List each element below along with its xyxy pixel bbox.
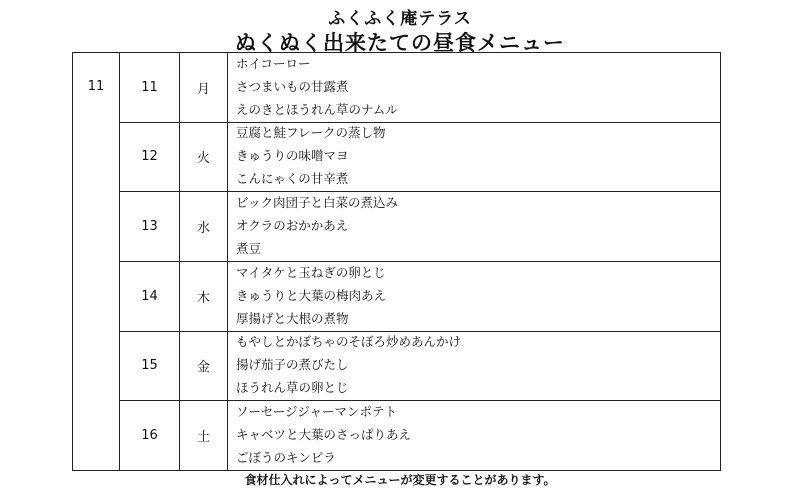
dish-item: キャベツと大葉のさっぱりあえ (236, 427, 412, 443)
day-cell: 16 (120, 401, 180, 471)
month-label: 11 (87, 79, 105, 94)
dishes-cell (228, 261, 721, 331)
menu-change-notice: 食材仕入れによってメニューが変更することがあります。 (244, 473, 556, 487)
dish-item: きゅうりの味噌マヨ (236, 148, 349, 164)
dish-item: ビック肉団子と白菜の煮込み (236, 195, 399, 211)
menu-row-day-14 (73, 261, 721, 331)
dish-item: オクラのおかかあえ (236, 218, 349, 234)
day-cell: 14 (120, 261, 180, 331)
dish-item: ほうれん草の卵とじ (236, 380, 349, 396)
dishes-cell (228, 53, 721, 123)
day-cell: 11 (120, 53, 180, 123)
dish-item: きゅうりと大葉の梅肉あえ (236, 287, 387, 303)
weekday-cell: 土 (180, 401, 228, 471)
day-cell: 12 (120, 122, 180, 192)
month-cell (73, 53, 120, 471)
dish-item: さつまいもの甘露煮 (236, 78, 349, 94)
dish-item: 厚揚げと大根の煮物 (236, 310, 349, 326)
day-cell: 15 (120, 331, 180, 401)
dish-item: こんにゃくの甘辛煮 (236, 171, 349, 187)
menu-row-day-13 (73, 192, 721, 262)
weekday-cell: 水 (180, 192, 228, 262)
restaurant-title: ふくふく庵テラス (328, 9, 472, 29)
dish-item: ごぼうのキンピラ (236, 450, 336, 466)
lunch-menu-table (72, 52, 721, 471)
menu-row-day-15 (73, 331, 721, 401)
weekday-cell: 月 (180, 53, 228, 123)
weekday-cell: 木 (180, 261, 228, 331)
dishes-cell (228, 401, 721, 471)
dishes-cell (228, 331, 721, 401)
menu-row-day-12 (73, 122, 721, 192)
dish-item: マイタケと玉ねぎの卵とじ (236, 264, 386, 280)
dish-item: えのきとほうれん草のナムル (236, 101, 398, 117)
dish-item: ホイコーロー (236, 55, 311, 71)
menu-row-day-16 (73, 401, 721, 471)
weekday-cell: 火 (180, 122, 228, 192)
dish-item: もやしとかぼちゃのそぼろ炒めあんかけ (236, 334, 462, 350)
dish-item: 豆腐と鮭フレークの蒸し物 (236, 125, 386, 141)
dishes-cell (228, 192, 721, 262)
weekday-cell: 金 (180, 331, 228, 401)
dishes-cell (228, 122, 721, 192)
menu-row-day-11 (73, 53, 721, 123)
dish-item: ソーセージジャーマンポテト (236, 404, 397, 420)
dish-item: 煮豆 (236, 241, 262, 257)
dish-item: 揚げ茄子の煮びたし (236, 357, 349, 373)
day-cell: 13 (120, 192, 180, 262)
menu-title: ぬくぬく出来たての昼食メニュー (235, 31, 565, 55)
